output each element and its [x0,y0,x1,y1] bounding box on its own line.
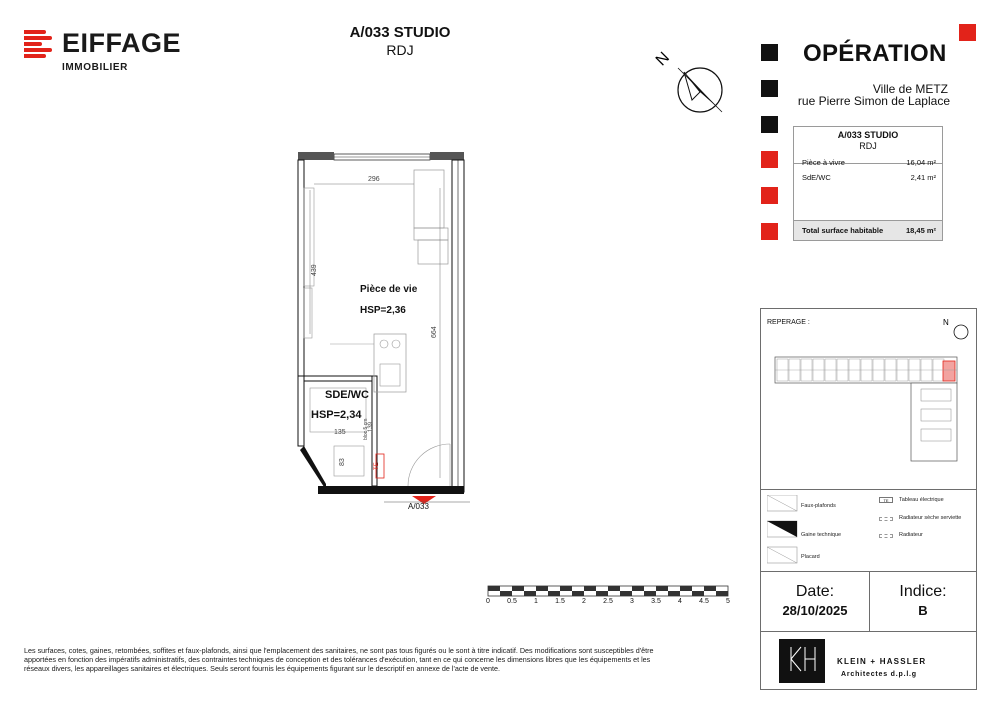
surface-row [802,158,936,167]
operation-street: rue Pierre Simon de Laplace [797,94,950,108]
surface-table-title: A/033 STUDIO [837,130,899,140]
scale-tick-label: 2 [582,598,586,605]
surface-row-label: SdE/WC [802,173,831,182]
room-living-hsp: HSP=2,36 [360,305,406,316]
marker-square [761,116,778,133]
reperage-label: REPERAGE : [767,319,810,326]
north-arrow-small-icon [941,313,971,343]
site-plan-mini [771,353,971,471]
scale-tick-label: 1 [534,598,538,605]
marker-square [959,24,976,41]
surface-row-value: 16,04 m² [906,158,936,167]
dim-bath-height: 83 [339,458,346,466]
scale-tick-label: 4.5 [699,598,709,605]
indice-value: B [918,603,928,618]
north-arrow-icon [648,42,728,118]
surface-table-level: RDJ [794,140,942,164]
marker-square [761,187,778,204]
scale-tick-label: 3.5 [651,598,661,605]
scale-ticks [484,598,734,610]
dim-top: 296 [368,176,380,183]
entrance-label: A/033 [408,502,429,511]
surface-total [794,220,942,240]
svg-text:N: N [943,318,949,327]
plan-title: A/033 STUDIO [349,24,451,41]
surface-row [802,173,936,182]
legend-label: Placard [801,554,820,560]
scale-tick-label: 4 [678,598,682,605]
dim-bath-small: 139 [368,421,374,432]
dim-bath-width: 135 [334,429,346,436]
scale-tick-label: 0 [486,598,490,605]
legend-label: Gaine technique [801,532,842,538]
date-value: 28/10/2025 [782,603,848,618]
indice-label: Indice: [899,583,947,600]
operation-city: Ville de METZ [872,82,948,96]
room-bath-name: SDE/WC [325,389,369,401]
eiffage-logo [24,28,184,78]
marker-square [761,44,778,61]
eiffage-logo-mark [24,30,54,56]
marker-square [761,151,778,168]
legend-label: Tableau électrique [899,497,944,503]
legend-label: Radiateur [899,532,923,538]
surface-total-value: 18,45 m² [905,226,936,235]
scale-tick-label: 0.5 [507,598,517,605]
scale-bar [484,585,734,599]
legend-swatches [767,495,799,567]
date-label: Date: [795,583,835,600]
te-marker: TE [374,462,380,470]
scale-tick-label: 1.5 [555,598,565,605]
surface-table [793,126,943,241]
operation-title: OPÉRATION [803,40,947,67]
dim-right: 664 [431,326,438,338]
legend-symbol-radiator [879,534,893,538]
architect-sub: Architectes d.p.l.g [841,671,917,678]
legend-symbol-te: TE [879,497,893,503]
brand-sub: IMMOBILIER [62,62,128,73]
dim-left: 439 [311,264,318,276]
brand-name: EIFFAGE [62,28,182,58]
wc-note: bloc 5 cm [363,418,369,440]
reperage-panel [760,308,977,690]
scale-tick-label: 2.5 [603,598,613,605]
floor-plan [290,148,475,518]
scale-tick-label: 5 [726,598,730,605]
legend-label: Faux-plafonds [801,503,836,509]
north-label: N [652,49,674,70]
plan-level: RDJ [386,42,414,58]
architect-name: KLEIN + HASSLER [837,657,927,666]
surface-row-label: Pièce à vivre [802,158,845,167]
surface-row-value: 2,41 m² [910,173,936,182]
surface-total-label: Total surface habitable [802,226,884,235]
disclaimer-text: Les surfaces, cotes, gaines, retombées, soffites et faux-plafonds, ainsi que l'emplacement des sanitaires, ne sont pas tous figurés ou le sont à titre indicatif. Des modifications sont susceptibles d'être apportées en fonction des impératifs administratifs, des contraintes techniques de conception et des tolérances d'exécution, tant en ce qui concerne les dimensions libres que les équipements et les réseaux divers, les appareillages sanitaires et électriques. Seuls seront fournis les équipements figurant sur le descriptif en annexe de l'acte de vente. [24,646,654,673]
architect-logo [779,639,825,683]
scale-tick-label: 3 [630,598,634,605]
marker-square [761,223,778,240]
room-living-name: Pièce de vie [360,284,418,295]
legend-label: Radiateur sèche serviette [899,515,962,521]
room-bath-hsp: HSP=2,34 [311,409,362,421]
legend-symbol-towel-radiator [879,517,893,521]
